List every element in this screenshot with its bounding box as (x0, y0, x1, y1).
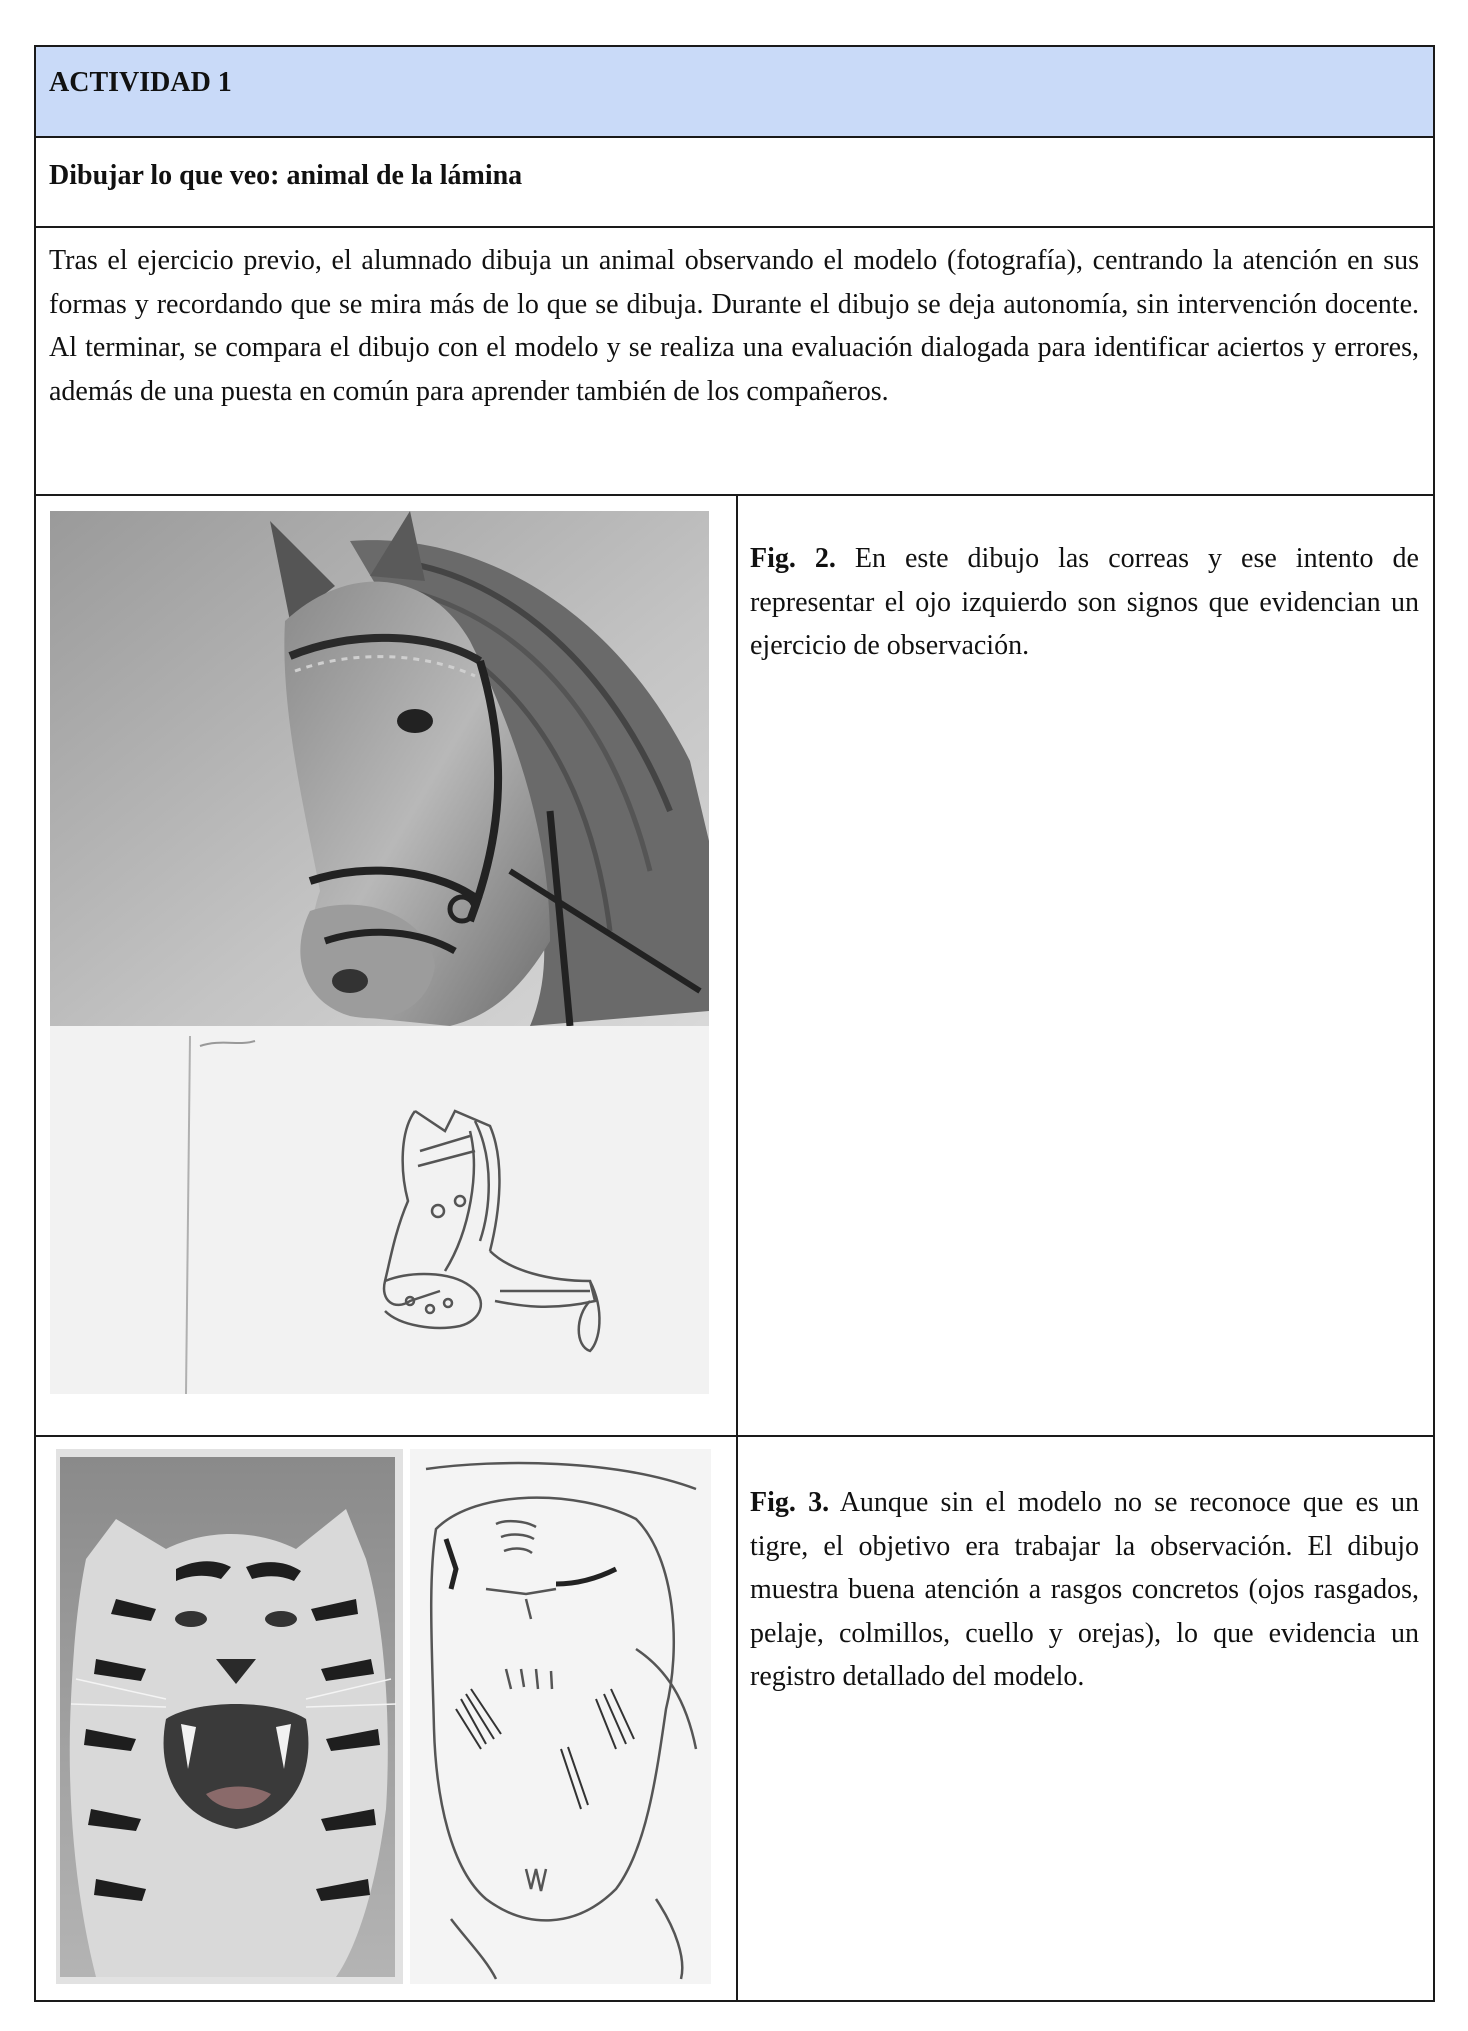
figure-2-text: En este dibujo las correas y ese intento de representar el ojo izquierdo son signos que evidencian un ejercicio de observación. (750, 543, 1419, 661)
activity-title: ACTIVIDAD 1 (49, 67, 232, 98)
tiger-illustration (56, 1449, 711, 1984)
activity-table (34, 45, 1435, 2002)
figure-2-caption (750, 537, 1419, 668)
figure-2-divider (736, 496, 738, 1435)
header-row (36, 47, 1433, 138)
figure-2-label: Fig. 2. (750, 543, 836, 574)
activity-description: Tras el ejercicio previo, el alumnado dibuja un animal observando el modelo (fotografía), centrando la atención en sus formas y recordando que se mira más de lo que se dibuja. Durante el dibujo se deja autonomía, sin intervención docente. Al terminar, se compara el dibujo con el modelo y se realiza una evaluación dialogada para identificar aciertos y errores, además de una puesta en común para aprender también de los compañeros. (49, 245, 1419, 407)
horse-photo-and-drawing (50, 511, 709, 1394)
figure-3-row (36, 1437, 1433, 2002)
horse-illustration (50, 511, 709, 1394)
subtitle-row (36, 138, 1433, 228)
tiger-photo-and-drawing (56, 1449, 711, 1984)
figure-3-divider (736, 1437, 738, 2002)
description-row (36, 228, 1433, 496)
figure-3-label: Fig. 3. (750, 1487, 830, 1518)
figure-3-caption (750, 1481, 1419, 1699)
figure-3-text: Aunque sin el modelo no se reconoce que es un tigre, el objetivo era trabajar la observación. El dibujo muestra buena atención a rasgos concretos (ojos rasgados, pelaje, colmillos, cuello y orejas), lo que evidencia un registro detallado del modelo. (750, 1487, 1419, 1692)
activity-subtitle: Dibujar lo que veo: animal de la lámina (49, 160, 523, 191)
figure-2-row (36, 496, 1433, 1437)
